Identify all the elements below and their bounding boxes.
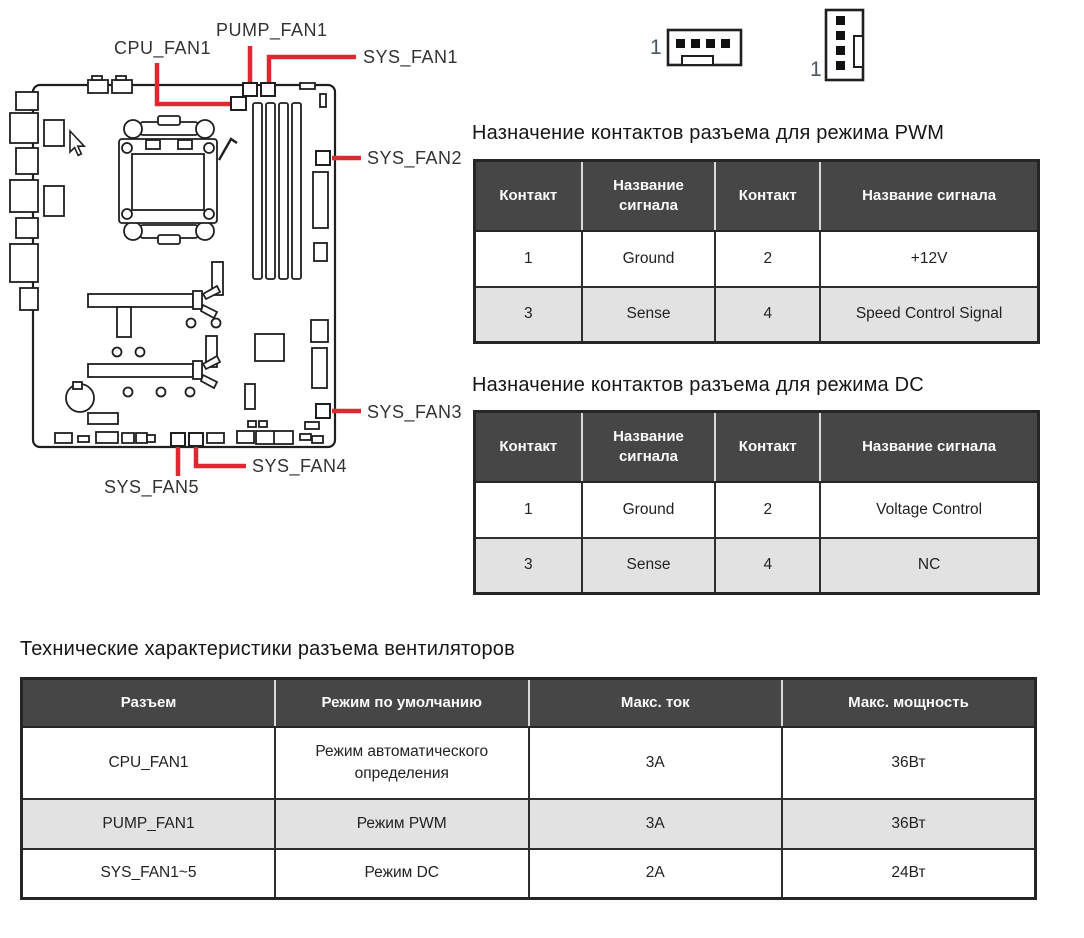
table-row	[475, 538, 1039, 594]
horizontal-fan-connector-icon	[650, 30, 741, 65]
column-header: Контакт	[715, 412, 820, 482]
table-cell: Speed Control Signal	[820, 287, 1038, 343]
table-cell: 3A	[529, 727, 783, 799]
column-header: Название сигнала	[820, 161, 1038, 231]
table-row	[22, 799, 1036, 849]
table-cell: 24Вт	[782, 849, 1036, 899]
callout-label-sys-fan5: SYS_FAN5	[104, 477, 200, 497]
table-cell: 1	[475, 482, 582, 538]
table-row	[475, 231, 1039, 287]
table-row	[475, 482, 1039, 538]
table-cell: 4	[715, 538, 820, 594]
table-cell: Ground	[582, 482, 716, 538]
column-header: Контакт	[475, 412, 582, 482]
cpu-fan1-connector	[231, 97, 246, 110]
table-cell: 3	[475, 287, 582, 343]
fan-connector-icons	[630, 0, 880, 95]
sys-fan1-callout-line	[269, 57, 356, 82]
column-header: Режим по умолчанию	[275, 679, 529, 727]
table-cell: Режим PWM	[275, 799, 529, 849]
table-cell: 3A	[529, 799, 783, 849]
vertical-fan-connector-icon	[810, 10, 863, 81]
pump-fan1-connector	[243, 83, 257, 96]
spec-section-title: Технические характеристики разъема вентиляторов	[20, 638, 515, 660]
table-row	[475, 287, 1039, 343]
table-cell: +12V	[820, 231, 1038, 287]
callout-label-cpu-fan1: CPU_FAN1	[114, 38, 212, 58]
table-row	[22, 849, 1036, 899]
callout-label-pump-fan1: PUMP_FAN1	[216, 20, 328, 40]
pwm-section-title: Назначение контактов разъема для режима PWM	[472, 122, 945, 144]
table-cell: 2	[715, 482, 820, 538]
pwm-pinout-table	[473, 159, 1040, 344]
table-cell: 2A	[529, 849, 783, 899]
column-header: Разъем	[22, 679, 276, 727]
callout-label-sys-fan2: SYS_FAN2	[367, 148, 463, 168]
table-cell: Sense	[582, 287, 716, 343]
pin1-marker: 1	[810, 58, 822, 81]
column-header: Название сигнала	[582, 161, 716, 231]
dc-pinout-table	[473, 410, 1040, 595]
chipset	[255, 334, 284, 361]
sys-fan1-connector	[261, 83, 275, 96]
table-cell: SYS_FAN1~5	[22, 849, 276, 899]
table-cell: PUMP_FAN1	[22, 799, 276, 849]
callout-label-sys-fan1: SYS_FAN1	[363, 47, 459, 67]
pcie-slot-2	[88, 364, 193, 377]
table-cell: NC	[820, 538, 1038, 594]
table-cell: 1	[475, 231, 582, 287]
column-header: Название сигнала	[582, 412, 716, 482]
sys-fan4-connector	[189, 433, 203, 446]
column-header: Макс. ток	[529, 679, 783, 727]
motherboard-diagram	[0, 0, 470, 515]
table-cell: 36Вт	[782, 799, 1036, 849]
column-header: Контакт	[475, 161, 582, 231]
fan-spec-table	[20, 677, 1037, 900]
table-cell: 2	[715, 231, 820, 287]
sys-fan2-connector	[316, 151, 330, 165]
column-header: Макс. мощность	[782, 679, 1036, 727]
table-cell: 3	[475, 538, 582, 594]
pcie-slot-1	[88, 294, 193, 307]
dc-section-title: Назначение контактов разъема для режима DC	[472, 374, 924, 396]
callout-label-sys-fan3: SYS_FAN3	[367, 402, 463, 422]
sys-fan5-connector	[171, 433, 185, 446]
table-cell: Ground	[582, 231, 716, 287]
table-row	[22, 727, 1036, 799]
column-header: Контакт	[715, 161, 820, 231]
callout-label-sys-fan4: SYS_FAN4	[252, 456, 348, 476]
table-cell: Voltage Control	[820, 482, 1038, 538]
battery-clip	[73, 382, 82, 389]
sys-fan3-connector	[316, 404, 330, 418]
column-header: Название сигнала	[820, 412, 1038, 482]
table-cell: CPU_FAN1	[22, 727, 276, 799]
table-cell: Режим автоматического определения	[275, 727, 529, 799]
table-cell: Sense	[582, 538, 716, 594]
pin1-marker: 1	[650, 36, 662, 59]
table-cell: Режим DC	[275, 849, 529, 899]
table-cell: 36Вт	[782, 727, 1036, 799]
table-cell: 4	[715, 287, 820, 343]
sys-fan4-callout-line	[196, 447, 246, 466]
